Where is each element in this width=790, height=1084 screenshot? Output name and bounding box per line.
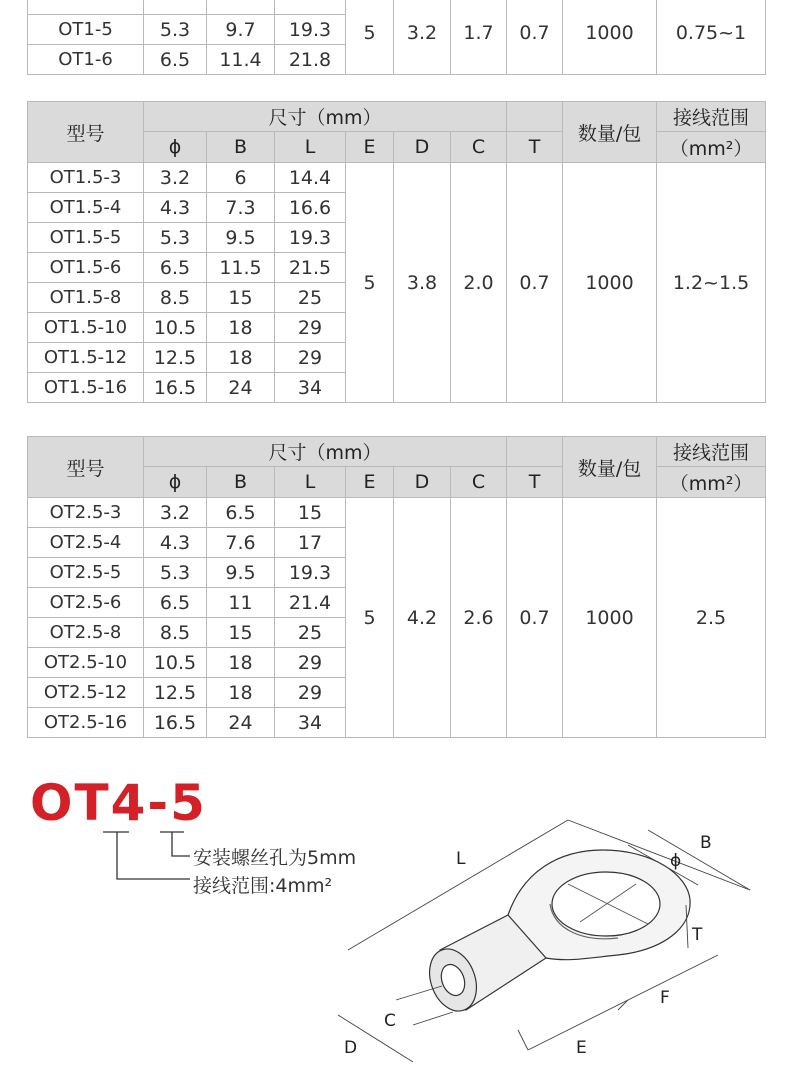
d-cell: 4.2: [394, 498, 451, 738]
phi-cell: 5.3: [144, 558, 207, 588]
header-e: E: [346, 467, 394, 498]
model-cell: OT2.5-5: [28, 558, 144, 588]
l-cell: 21.8: [275, 45, 346, 75]
b-cell: 18: [207, 648, 275, 678]
model-cell: OT2.5-3: [28, 498, 144, 528]
ring-terminal-diagram: [318, 800, 768, 1080]
b-cell: 18: [207, 313, 275, 343]
header-l: L: [275, 467, 346, 498]
header-b: B: [207, 132, 275, 163]
model-cell: OT2.5-16: [28, 708, 144, 738]
model-cell: OT2.5-6: [28, 588, 144, 618]
l-cell: 19.3: [275, 558, 346, 588]
l-cell: 15: [275, 498, 346, 528]
model-cell: OT1.5-12: [28, 343, 144, 373]
phi-cell: 10.5: [144, 313, 207, 343]
header-model: 型号: [28, 437, 144, 498]
dim-label-t: T: [692, 925, 703, 945]
b-cell: 11.4: [207, 45, 275, 75]
header-t: T: [507, 467, 563, 498]
model-cell: OT1.5-16: [28, 373, 144, 403]
c-cell: 1.7: [451, 0, 507, 75]
dim-label-b: B: [700, 833, 712, 853]
l-cell: 29: [275, 313, 346, 343]
qty-cell: 1000: [563, 498, 657, 738]
phi-cell: 12.5: [144, 343, 207, 373]
hole-size-description: 安装螺丝孔为5mm: [193, 847, 357, 869]
l-cell: 25: [275, 283, 346, 313]
b-cell: 15: [207, 618, 275, 648]
header-c: C: [451, 467, 507, 498]
header-l: L: [275, 132, 346, 163]
dim-label-e: E: [576, 1038, 587, 1058]
dim-label-l: L: [456, 849, 466, 869]
header-d: D: [394, 467, 451, 498]
l-cell: 19.3: [275, 223, 346, 253]
phi-cell: 8.5: [144, 618, 207, 648]
phi-cell: 8.5: [144, 283, 207, 313]
l-cell: 17: [275, 528, 346, 558]
model-cell: OT2.5-8: [28, 618, 144, 648]
phi-cell: 12.5: [144, 678, 207, 708]
range-cell: 2.5: [657, 498, 766, 738]
header-size: 尺寸（mm）: [144, 102, 507, 132]
model-cell: OT1.5-5: [28, 223, 144, 253]
b-cell: 18: [207, 343, 275, 373]
header-range-line1: 接线范围: [657, 102, 766, 132]
phi-cell: 5.3: [144, 223, 207, 253]
dim-label-phi: ϕ: [670, 851, 682, 871]
model-cell: OT2.5-10: [28, 648, 144, 678]
phi-cell: 6.5: [144, 588, 207, 618]
b-cell: 6.5: [207, 498, 275, 528]
header-d: D: [394, 132, 451, 163]
model-cell: OT1.5-10: [28, 313, 144, 343]
header-phi: ϕ: [144, 467, 207, 498]
l-cell: 29: [275, 343, 346, 373]
phi-cell: 5.3: [144, 15, 207, 45]
dim-label-c: C: [384, 1011, 396, 1031]
dim-label-d: D: [344, 1038, 358, 1058]
l-cell: 19.3: [275, 15, 346, 45]
phi-cell: 16.5: [144, 708, 207, 738]
b-cell: 6: [207, 163, 275, 193]
t-cell: 0.7: [507, 0, 563, 75]
model-cell: OT1.5-8: [28, 283, 144, 313]
d-cell: 3.2: [394, 0, 451, 75]
l-cell: 25: [275, 618, 346, 648]
phi-cell: 6.5: [144, 253, 207, 283]
header-range-line2: （mm²）: [657, 132, 766, 163]
phi-cell: 3.2: [144, 163, 207, 193]
phi-cell: 4.3: [144, 193, 207, 223]
wire-range-description: 接线范围:4mm²: [193, 875, 333, 897]
header-model: 型号: [28, 102, 144, 163]
phi-cell: 6.5: [144, 45, 207, 75]
b-cell: 11: [207, 588, 275, 618]
header-c: C: [451, 132, 507, 163]
b-cell: 11.5: [207, 253, 275, 283]
header-t: T: [507, 132, 563, 163]
header-size: 尺寸（mm）: [144, 437, 507, 467]
phi-cell: 10.5: [144, 648, 207, 678]
l-cell: 14.4: [275, 163, 346, 193]
model-cell: OT1-5: [28, 15, 144, 45]
t-cell: 0.7: [507, 498, 563, 738]
header-qty: 数量/包: [563, 437, 657, 498]
t-cell: 0.7: [507, 163, 563, 403]
c-cell: 2.6: [451, 498, 507, 738]
l-cell: 16.6: [275, 193, 346, 223]
model-cell: OT2.5-12: [28, 678, 144, 708]
b-cell: 15: [207, 283, 275, 313]
b-cell: 7.3: [207, 193, 275, 223]
header-qty: 数量/包: [563, 102, 657, 163]
header-blank: [507, 437, 563, 467]
model-cell: OT1.5-4: [28, 193, 144, 223]
e-cell: 5: [346, 163, 394, 403]
l-cell: 21.5: [275, 253, 346, 283]
l-cell: 34: [275, 708, 346, 738]
header-e: E: [346, 132, 394, 163]
range-cell: 0.75~1: [657, 0, 766, 75]
model-cell: OT1.5-3: [28, 163, 144, 193]
phi-cell: 3.2: [144, 498, 207, 528]
header-range-line2: （mm²）: [657, 467, 766, 498]
l-cell: 29: [275, 648, 346, 678]
header-phi: ϕ: [144, 132, 207, 163]
phi-cell: 16.5: [144, 373, 207, 403]
model-code-brackets: [0, 0, 400, 900]
d-cell: 3.8: [394, 163, 451, 403]
l-cell: 34: [275, 373, 346, 403]
b-cell: 7.6: [207, 528, 275, 558]
b-cell: 9.7: [207, 15, 275, 45]
b-cell: 9.5: [207, 558, 275, 588]
c-cell: 2.0: [451, 163, 507, 403]
phi-cell: 4.3: [144, 528, 207, 558]
range-cell: 1.2~1.5: [657, 163, 766, 403]
model-code-title: OT4-5: [30, 774, 207, 832]
dim-label-f: F: [660, 988, 670, 1008]
b-cell: 9.5: [207, 223, 275, 253]
l-cell: 29: [275, 678, 346, 708]
b-cell: 24: [207, 373, 275, 403]
model-cell: OT1.5-6: [28, 253, 144, 283]
model-cell: OT2.5-4: [28, 528, 144, 558]
b-cell: 18: [207, 678, 275, 708]
l-cell: 21.4: [275, 588, 346, 618]
qty-cell: 1000: [563, 0, 657, 75]
model-cell: OT1-6: [28, 45, 144, 75]
e-cell: 5: [346, 498, 394, 738]
qty-cell: 1000: [563, 163, 657, 403]
header-b: B: [207, 467, 275, 498]
header-blank: [507, 102, 563, 132]
e-cell: 5: [346, 0, 394, 75]
b-cell: 24: [207, 708, 275, 738]
header-range-line1: 接线范围: [657, 437, 766, 467]
